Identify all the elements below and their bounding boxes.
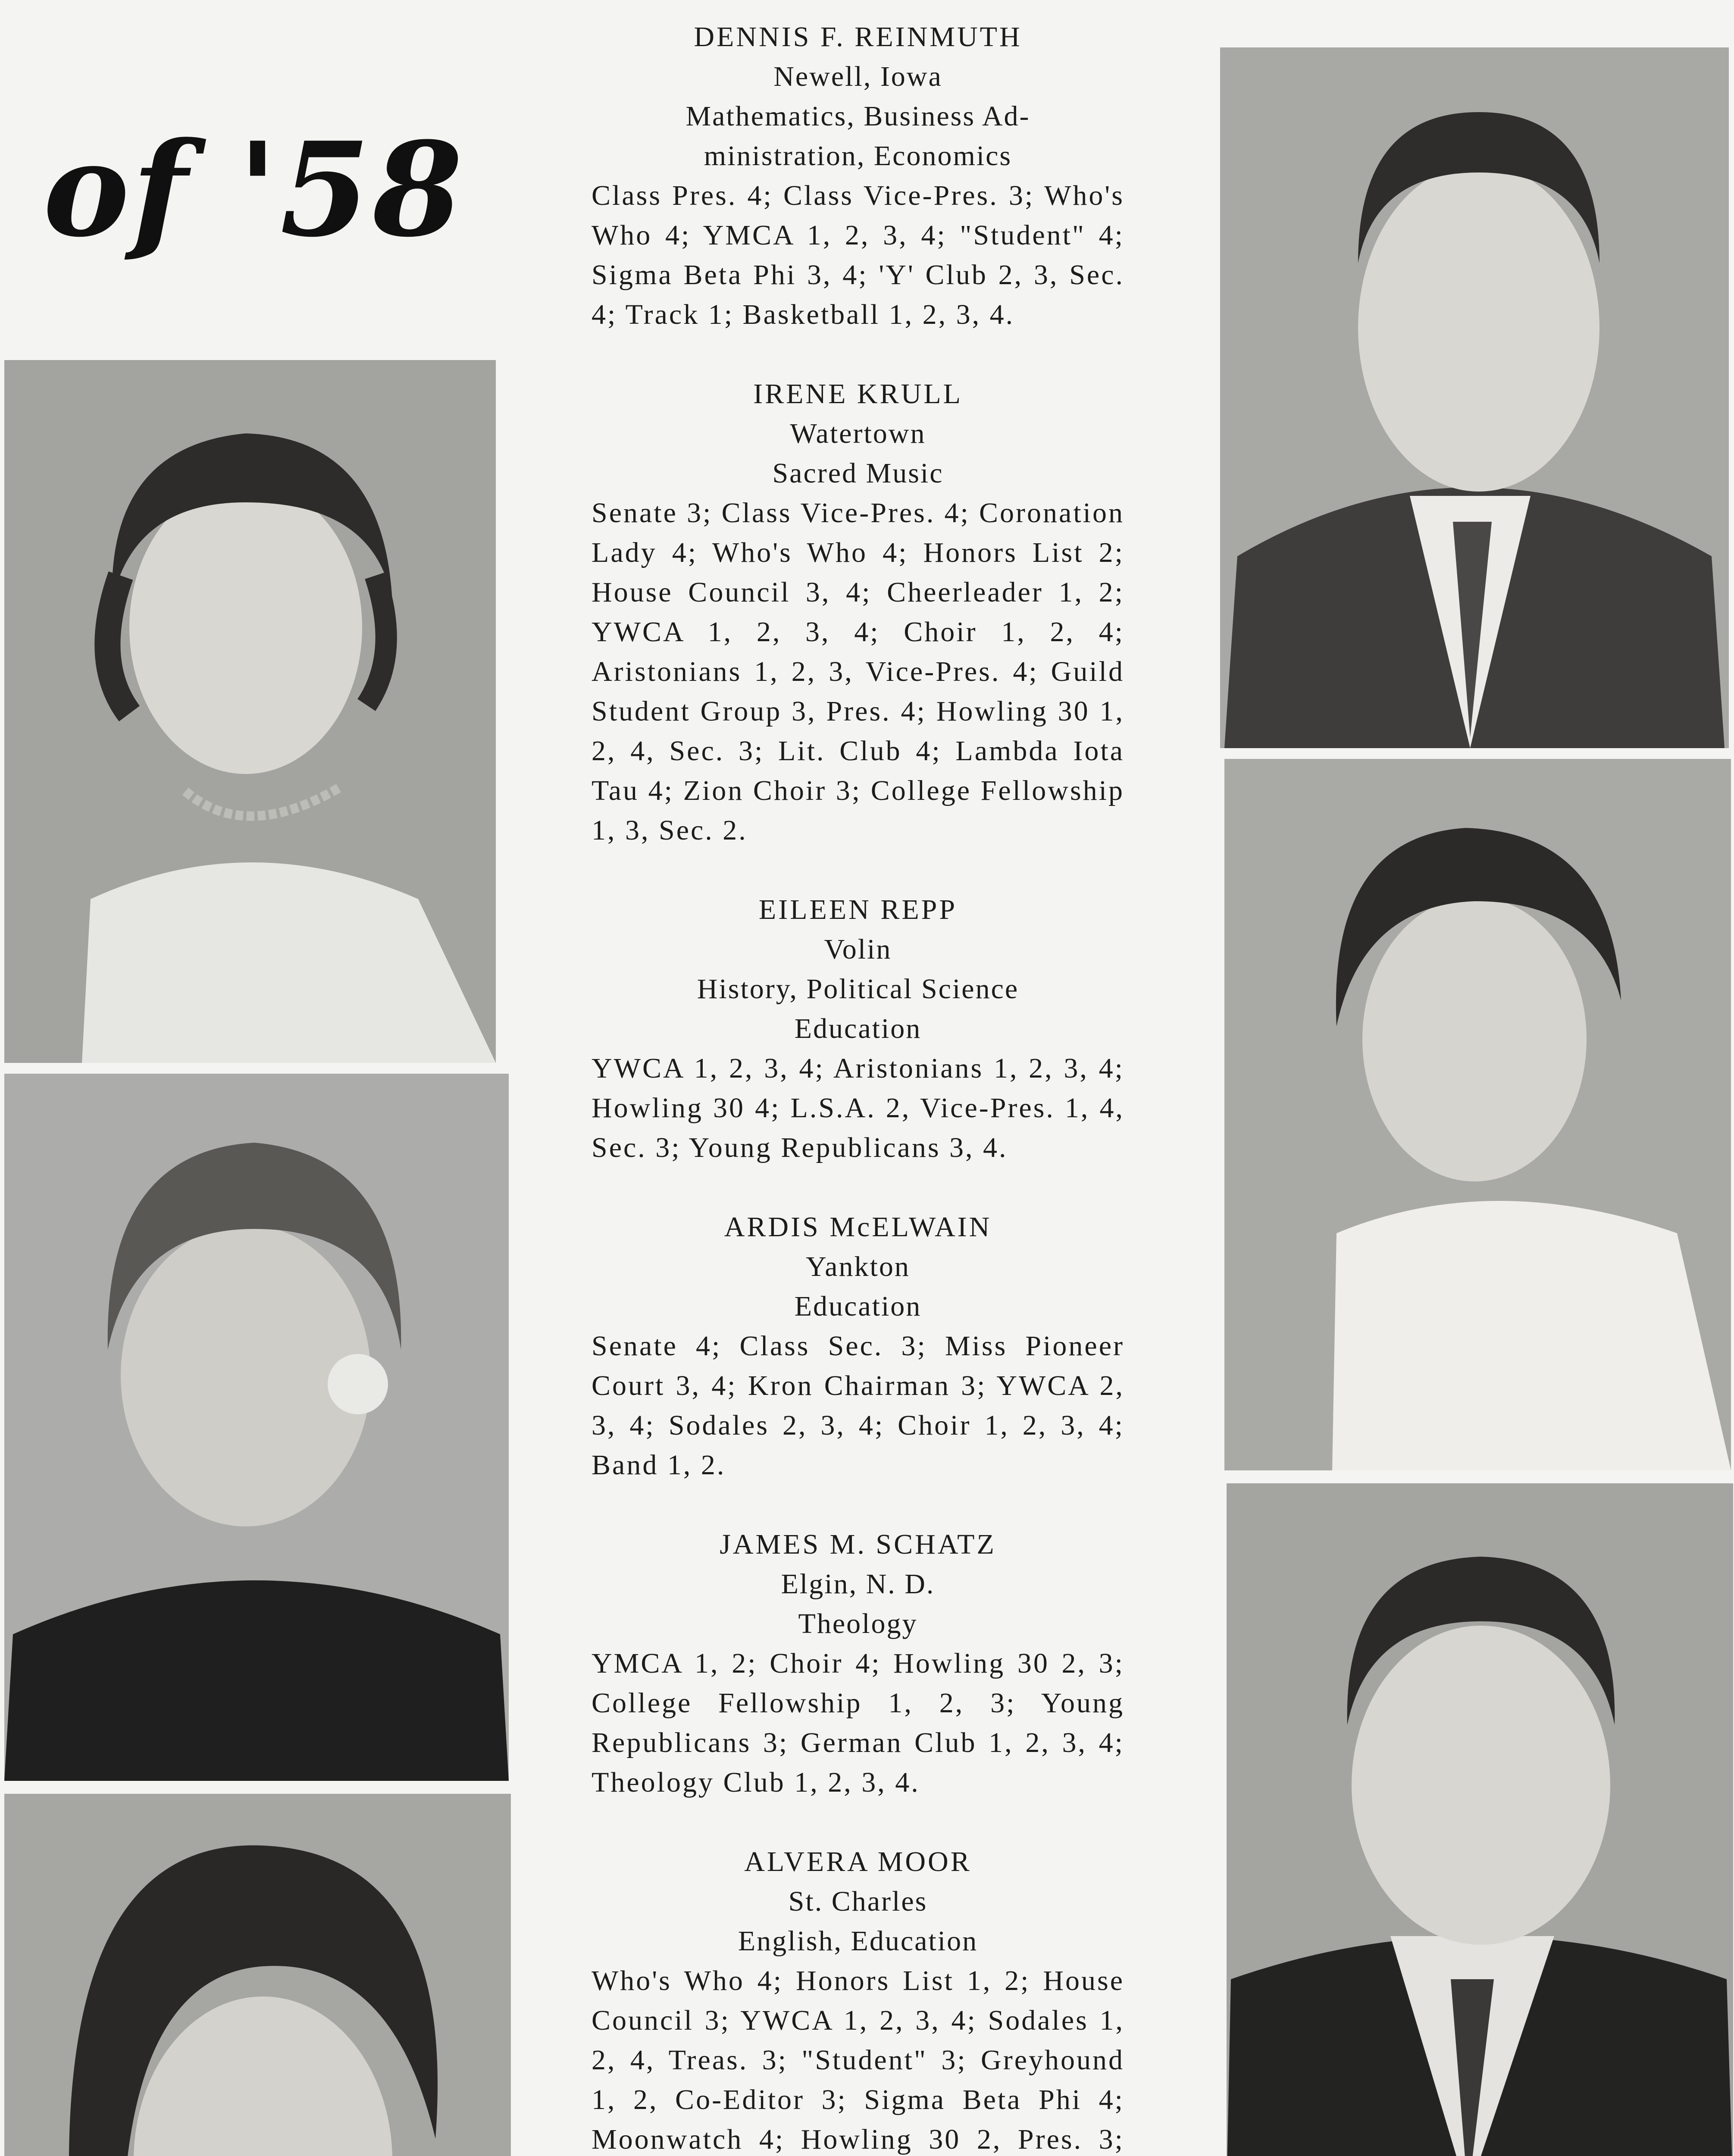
hometown: Watertown (790, 418, 926, 449)
class-year-heading: of '58 (43, 113, 465, 266)
hometown: Elgin, N. D. (781, 1568, 935, 1600)
biography-column (591, 17, 1125, 2156)
activities: Senate 4; Class Sec. 3; Miss Pioneer Court 3, 4; Kron Chairman 3; YWCA 2, 3, 4; Sodales 2, 3, 4; Choir 1, 2, 3, 4; Band 1, 2. (592, 1330, 1124, 1481)
major: Education (794, 1291, 922, 1322)
entry-eileen-repp (591, 890, 1125, 1168)
major: ministration, Economics (704, 140, 1012, 172)
major: Sacred Music (772, 458, 944, 489)
major: History, Political Science (697, 973, 1019, 1005)
alvera-moor-photo (4, 1794, 511, 2156)
major: Education (794, 1013, 922, 1044)
major: Theology (798, 1608, 918, 1639)
portrait-woman-white-blouse-icon (1224, 759, 1731, 1470)
activities: Who's Who 4; Honors List 1, 2; House Council 3; YWCA 1, 2, 3, 4; Sodales 1, 2, 4, Treas. 3; "Student" 3; Greyhound 1, 2, Co-Editor 3; Sigma Beta Phi 4; Moonwatch 4; Howling 30 2, Pres. 3; (592, 1965, 1124, 2155)
entry-ardis-mcelwain (591, 1207, 1125, 1485)
activities: Class Pres. 4; Class Vice-Pres. 3; Who's Who 4; YMCA 1, 2, 3, 4; "Student" 4; Sigma Beta Phi 3, 4; 'Y' Club 2, 3, Sec. 4; Track 1; Basketball 1, 2, 3, 4. (592, 180, 1124, 330)
portrait-woman-light-sweater-pearls-icon (4, 360, 496, 1063)
activities: Senate 3; Class Vice-Pres. 4; Coronation Lady 4; Who's Who 4; Honors List 2; House Council 3, 4; Cheerleader 1, 2; YWCA 1, 2, 3, 4; Choir 1, 2, 4; Aristonians 1, 2, 3, Vice-Pres. 4; Guild Student Group 3, Pres. 4; Howling 30 1, 2, 4, Sec. 3; Lit. Club 4; Lambda Iota Tau 4; Zion Choir 3; College Fellowship 1, 3, Sec. 2. (592, 497, 1124, 846)
james-schatz-photo (1227, 1483, 1733, 2156)
ardis-mcelwain-photo (1224, 759, 1731, 1470)
portrait-woman-dark-dress-icon (4, 1074, 509, 1781)
portrait-woman-offshoulder-icon (4, 1794, 511, 2156)
hometown: Newell, Iowa (773, 61, 942, 92)
hometown: Volin (824, 934, 892, 965)
student-name: ALVERA MOOR (744, 1846, 972, 1877)
dennis-reinmuth-photo (1220, 47, 1729, 748)
portrait-man-suit-tie-icon (1220, 47, 1729, 748)
entry-james-schatz (591, 1525, 1125, 1802)
student-name: IRENE KRULL (753, 378, 963, 410)
major: English, Education (738, 1925, 978, 1957)
student-name: DENNIS F. REINMUTH (694, 21, 1022, 53)
student-name: EILEEN REPP (758, 894, 958, 925)
activities: YWCA 1, 2, 3, 4; Aristonians 1, 2, 3, 4; Howling 30 4; L.S.A. 2, Vice-Pres. 1, 4, Sec. 3; Young Republicans 3, 4. (592, 1053, 1124, 1163)
activities: YMCA 1, 2; Choir 4; Howling 30 2, 3; College Fellowship 1, 2, 3; Young Republicans 3; German Club 1, 2, 3, 4; Theology Club 1, 2, 3, 4. (592, 1648, 1124, 1798)
entry-irene-krull (591, 374, 1125, 850)
hometown: Yankton (806, 1251, 910, 1282)
student-name: ARDIS McELWAIN (724, 1211, 992, 1243)
portrait-man-dark-suit-icon (1227, 1483, 1733, 2156)
eileen-repp-photo (4, 1074, 509, 1781)
entry-alvera-moor (591, 1842, 1125, 2156)
irene-krull-photo (4, 360, 496, 1063)
hometown: St. Charles (788, 1886, 928, 1917)
entry-dennis-reinmuth (591, 17, 1125, 335)
major: Mathematics, Business Ad- (685, 100, 1030, 132)
student-name: JAMES M. SCHATZ (720, 1529, 996, 1560)
